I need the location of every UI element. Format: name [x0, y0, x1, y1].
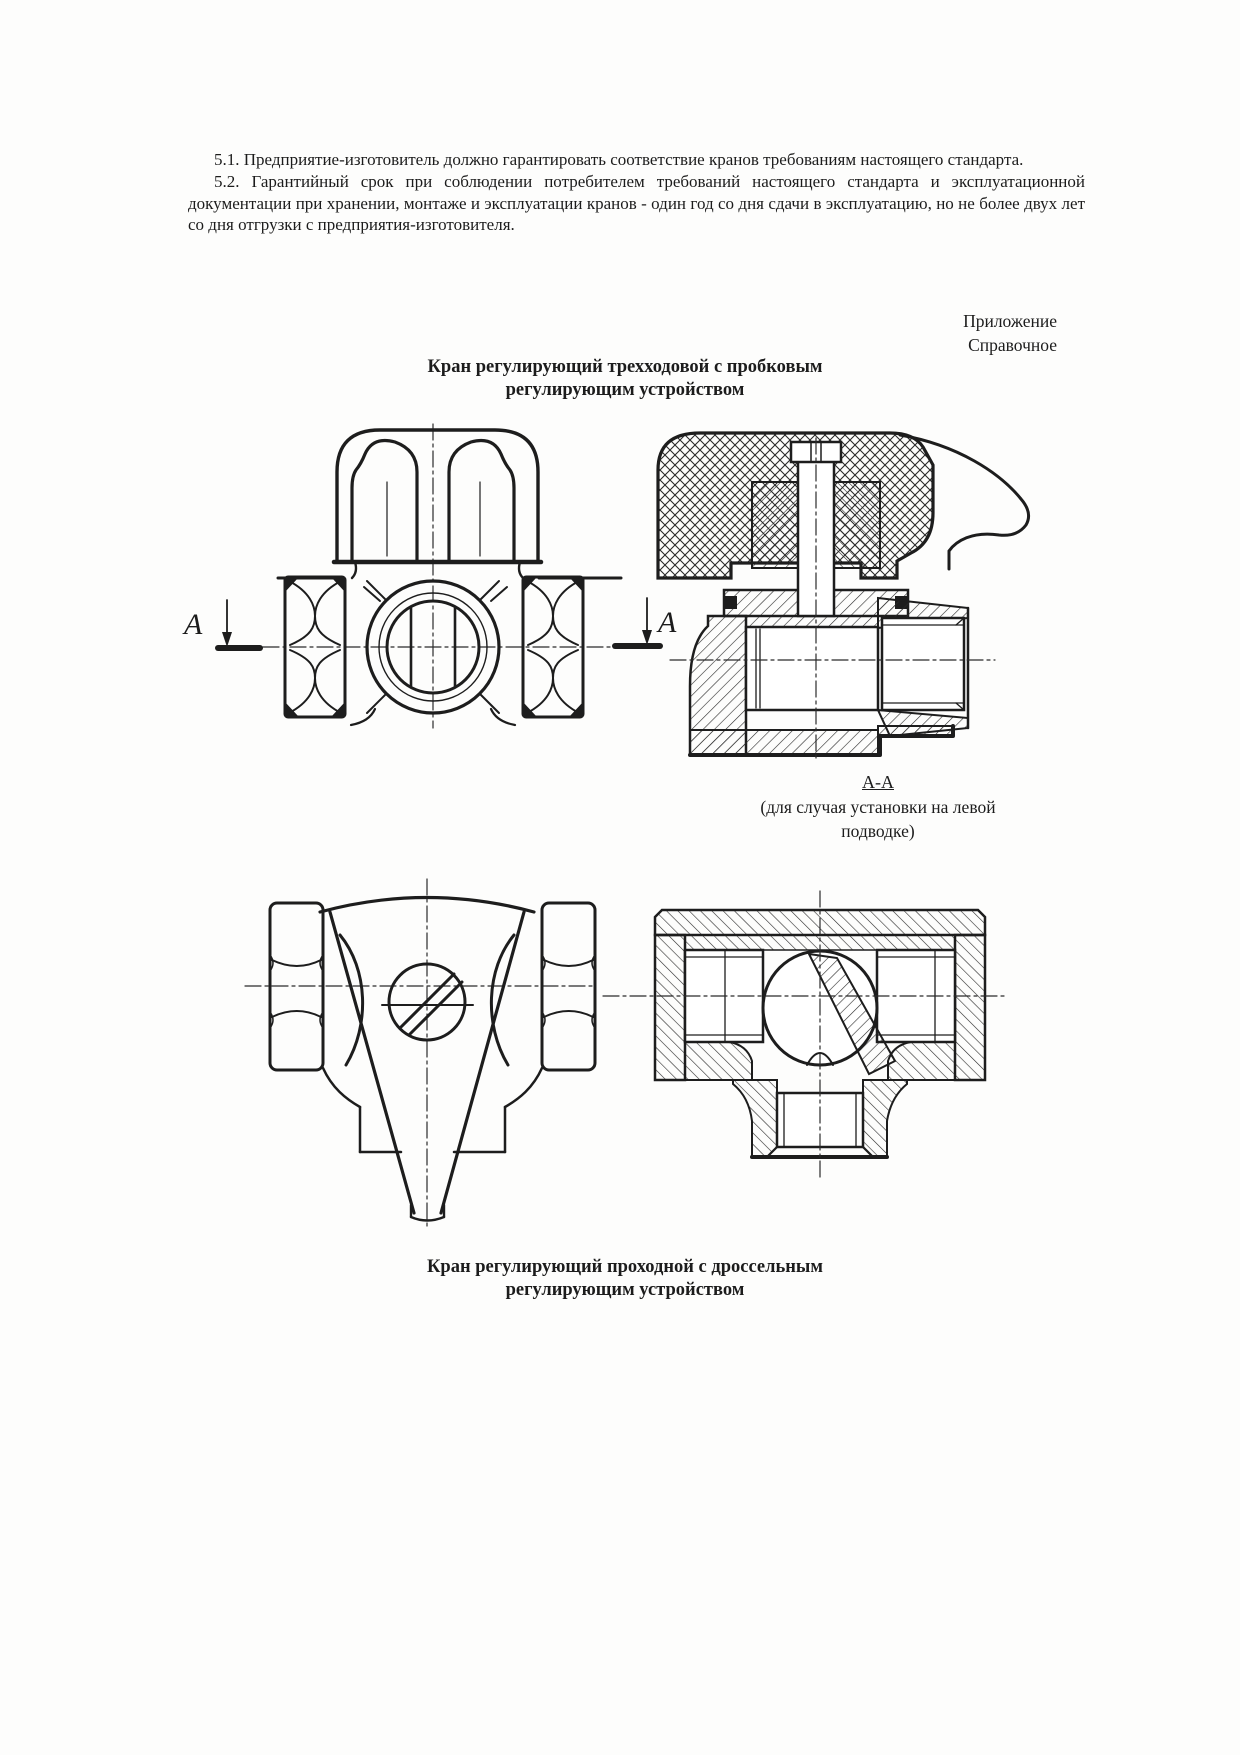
figure1-plan-view-drawing	[168, 420, 688, 732]
section-aa-caption-line1: (для случая установки на левой	[760, 796, 996, 817]
figure2-title-line2: регулирующим устройством	[505, 1280, 745, 1300]
section-marker-letter-right: А	[658, 606, 677, 639]
figure2-front-view-drawing	[230, 875, 610, 1230]
appendix-line-2: Справочное	[968, 334, 1057, 355]
figure1-title-line1: Кран регулирующий трехходовой с пробковым	[427, 357, 823, 377]
figure1-title-line2: регулирующим устройством	[505, 380, 745, 400]
valve-body-cone	[320, 898, 542, 1221]
figure2-section-view-drawing	[595, 885, 1015, 1185]
appendix-line-1: Приложение	[963, 311, 1057, 331]
section-aa-caption-line2: подводке)	[841, 821, 915, 841]
figure1-section-view-drawing	[650, 420, 1050, 765]
clause-5-1: 5.1. Предприятие-изготовитель должно гарантировать соответствие кранов требованиям настоящего стандарта.	[214, 150, 1024, 169]
figure2-title-line1: Кран регулирующий проходной с дроссельным	[427, 1257, 823, 1277]
section-marker-letter-left: А	[184, 608, 203, 641]
clause-5-2: 5.2. Гарантийный срок при соблюдении потребителем требований настоящего стандарта и эксплуатационной документации при хранении, монтаже и эксплуатации кранов - один год со дня сдачи в эксплуатацию, но не более двух лет со дня отгрузки с предприятия-изготовителя.	[188, 171, 1085, 235]
through-section-svg	[595, 885, 1015, 1185]
front-view-svg	[230, 875, 610, 1230]
section-aa-label: А-А	[862, 772, 894, 792]
section-aa-block	[658, 770, 1098, 844]
standard-clauses	[188, 149, 1085, 236]
section-view-svg	[650, 420, 1050, 765]
plan-view-svg	[168, 420, 688, 732]
figure2-title	[170, 1256, 1080, 1302]
appendix-label	[757, 310, 1057, 357]
section-mark-left	[218, 600, 260, 648]
figure1-title	[170, 356, 1080, 402]
valve-knob	[334, 430, 541, 578]
ball-plug	[763, 951, 895, 1074]
valve-body-section	[690, 598, 968, 755]
